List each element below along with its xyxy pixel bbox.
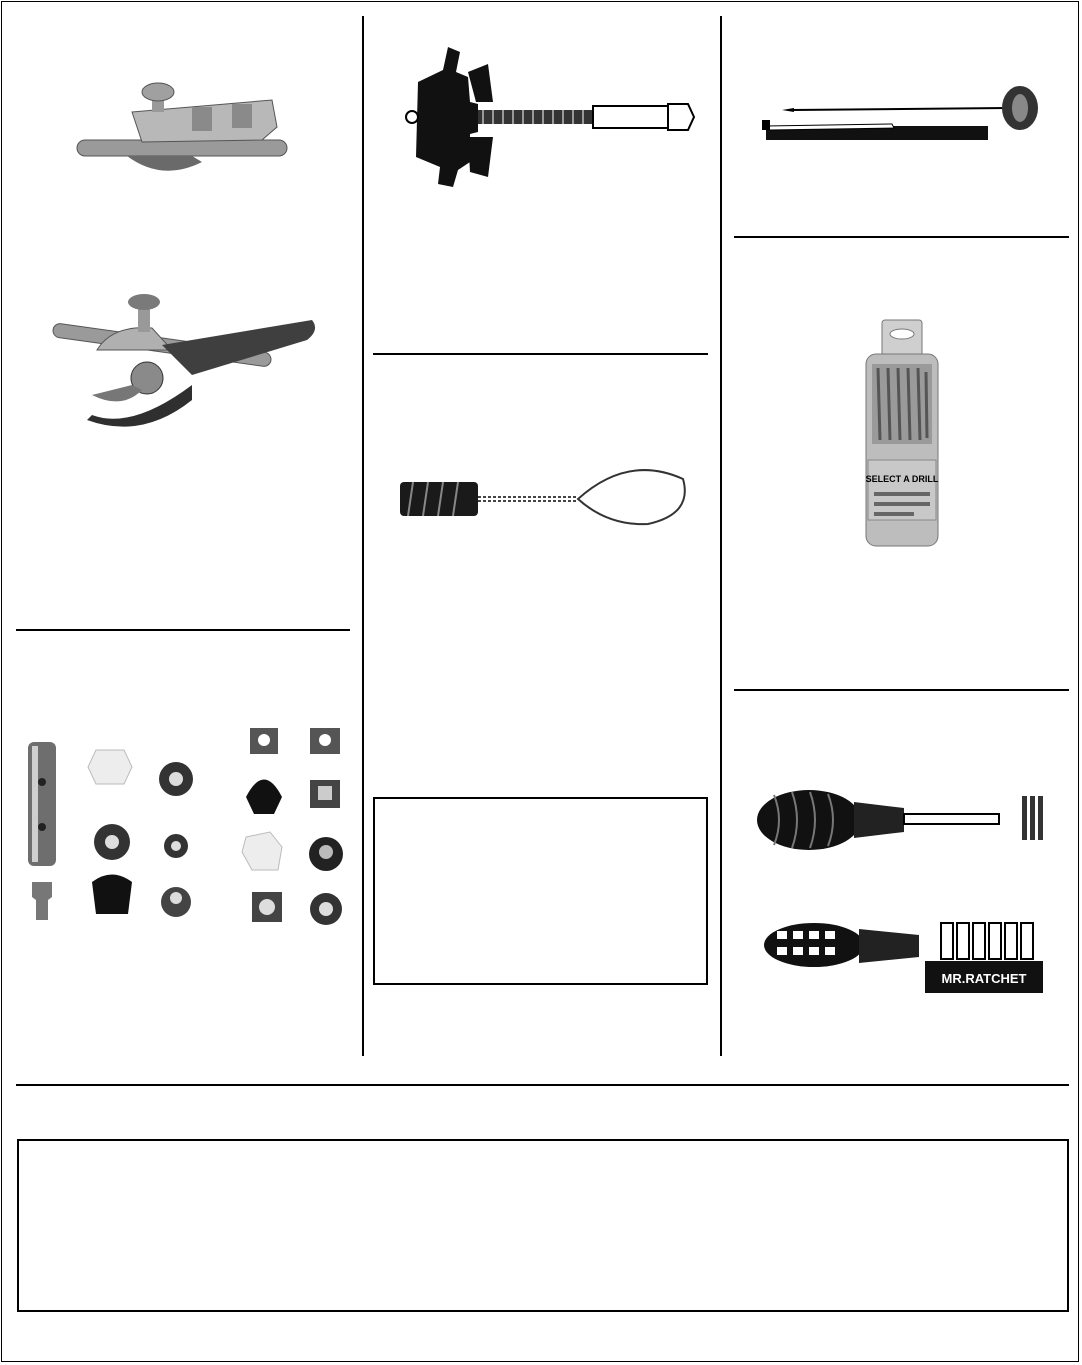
reamer-tool-image [398, 42, 698, 192]
section-divider-col3-bottom [734, 689, 1069, 691]
section-divider-col1 [16, 629, 350, 631]
pin-awl-tool-image [762, 84, 1052, 146]
catalog-page [1, 1, 1079, 1362]
nut-fittings-assortment-image [24, 722, 346, 932]
section-divider-col2 [373, 353, 708, 355]
ratchet-brand-label: MR.RATCHET [941, 971, 1027, 986]
drill-set-label: SELECT A DRILL [865, 474, 939, 484]
info-box-middle [373, 797, 708, 985]
column-divider-left [362, 16, 364, 1056]
section-divider-col3-top [734, 236, 1069, 238]
drill-bit-set-tube-image [862, 320, 942, 552]
info-box-bottom [17, 1139, 1069, 1312]
fitting-brush-image [398, 464, 692, 534]
column-divider-right [720, 16, 722, 1056]
tube-cutter-large-image [52, 290, 322, 440]
ratchet-screwdriver-bit-set-image [759, 917, 1049, 997]
tube-cutter-small-image [72, 82, 302, 192]
ratcheting-screwdriver-image [754, 780, 1049, 858]
page-divider-full [16, 1084, 1069, 1086]
